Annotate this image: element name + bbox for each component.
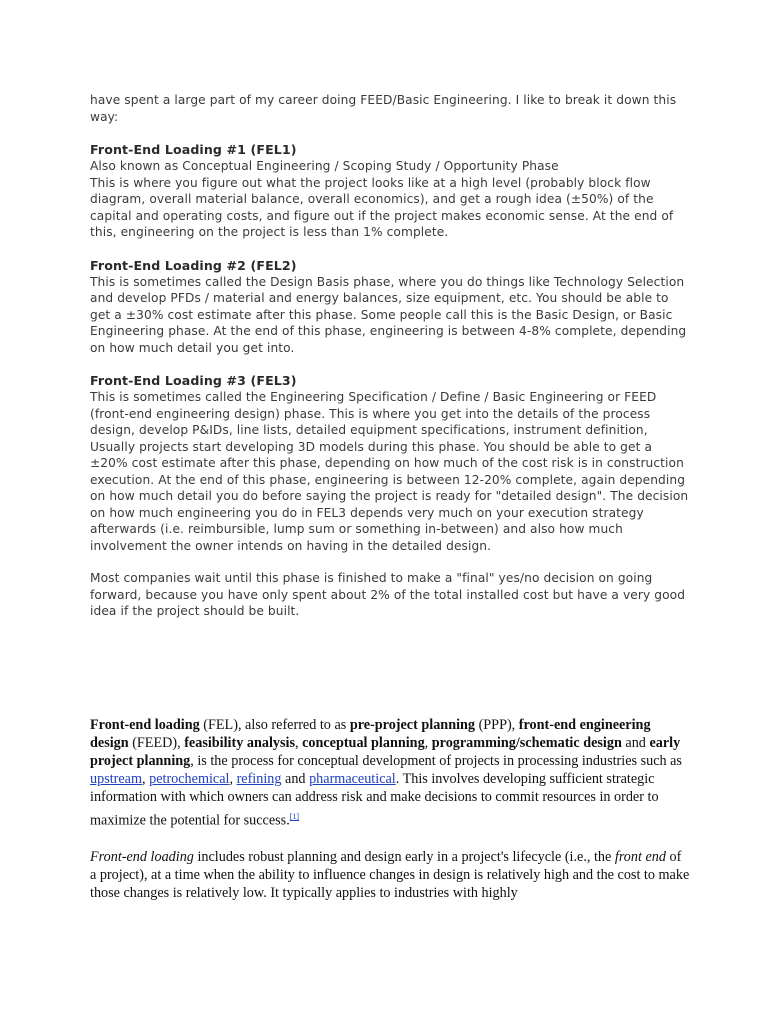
term-conceptual: conceptual planning: [302, 735, 425, 751]
term-feasibility: feasibility analysis: [184, 735, 295, 751]
wiki-paragraph-2: [90, 848, 690, 902]
term-feed: front-end engineering design: [90, 717, 651, 751]
text: and: [281, 771, 310, 787]
link-petrochemical[interactable]: petrochemical: [149, 771, 230, 787]
italic-term: Front-end loading: [90, 848, 194, 865]
closing-paragraph: Most companies wait until this phase is finished to make a "final" yes/no decision on going forward, because you have only spent about 2% of the total installed cost but have a very good idea if the project should be built.: [90, 571, 686, 618]
text: , is the process for conceptual development of projects in processing industries such as: [190, 753, 682, 769]
section-body: This is where you figure out what the project looks like at a high level (probably block flow diagram, overall material balance, overall economics), and get a rough idea (±50%) of the capital and operating costs, and figure out if the project makes economic sense. At the end of this, engineering on the project is less than 1% complete.: [90, 175, 674, 239]
text: ,: [142, 771, 150, 787]
section-fel1: [90, 141, 690, 241]
text: includes robust planning and design early in a project's lifecycle (i.e., the: [193, 848, 615, 865]
link-upstream[interactable]: upstream: [90, 771, 143, 787]
text: ,: [424, 735, 432, 751]
section-heading: Front-End Loading #1 (FEL1): [90, 142, 297, 157]
wikipedia-excerpt: [90, 716, 690, 920]
term-fel: Front-end loading: [90, 717, 200, 733]
section-fel2: [90, 257, 690, 357]
link-refining[interactable]: refining: [236, 771, 282, 787]
text: . This involves developing sufficient strategic information with which owners can address risk and make decisions to commit resources in order to maximize the potential for success.: [90, 771, 659, 829]
forum-answer: [90, 92, 690, 636]
section-fel3: [90, 372, 690, 554]
text: (FEL), also referred to as: [199, 717, 350, 733]
section-heading: Front-End Loading #2 (FEL2): [90, 257, 297, 273]
term-early-planning: early project planning: [90, 735, 681, 769]
text: (FEED),: [128, 735, 185, 751]
text: ,: [229, 771, 237, 787]
section-heading: Front-End Loading #3 (FEL3): [90, 373, 297, 388]
text: (PPP),: [475, 717, 519, 733]
italic-term: front end: [614, 848, 666, 865]
wiki-paragraph-1: [90, 716, 690, 830]
text: ,: [294, 735, 303, 751]
intro-paragraph: have spent a large part of my career doing FEED/Basic Engineering. I like to break it down this way:: [90, 93, 677, 124]
text: of a project), at a time when the ability to influence changes in design is relatively high and the cost to make those changes is relatively low. It typically applies to industries with highly: [90, 848, 690, 901]
term-programming: programming/schematic design: [431, 735, 622, 751]
link-pharmaceutical[interactable]: pharmaceutical: [309, 771, 396, 787]
section-subtitle: Also known as Conceptual Engineering / Scoping Study / Opportunity Phase: [90, 159, 559, 173]
section-body: This is sometimes called the Design Basis phase, where you do things like Technology Selection and develop PFDs / material and energy balances, size equipment, etc. You should be able to get a ±30% cost estimate after this phase. Some people call this is the Basic Design, or Basic Engineering phase. At the end of this phase, engineering is between 4-8% complete, depending on how much detail you get into.: [90, 274, 687, 355]
section-body: This is sometimes called the Engineering Specification / Define / Basic Engineering or FEED (front-end engineering design) phase. This is where you get into the details of the process design, develop P&IDs, line lists, detailed equipment specifications, instrument definition, Usually projects start developing 3D models during this phase. You should be able to get a ±20% cost estimate after this phase, depending on how much of the cost risk is in construction execution. At the end of this phase, engineering is between 12-20% complete, again depending on how much detail you do before saying the project is ready for "detailed design". The decision on how much engineering you do in FEL3 depends very much on your execution strategy afterwards (i.e. reimbursible, lump sum or something in-between) and also how much involvement the owner intends on having in the detailed design.: [90, 390, 689, 553]
term-ppp: pre-project planning: [349, 717, 476, 733]
footnote-ref: [290, 808, 299, 822]
footnote-link[interactable]: [1]: [289, 812, 300, 821]
text: and: [621, 735, 650, 751]
